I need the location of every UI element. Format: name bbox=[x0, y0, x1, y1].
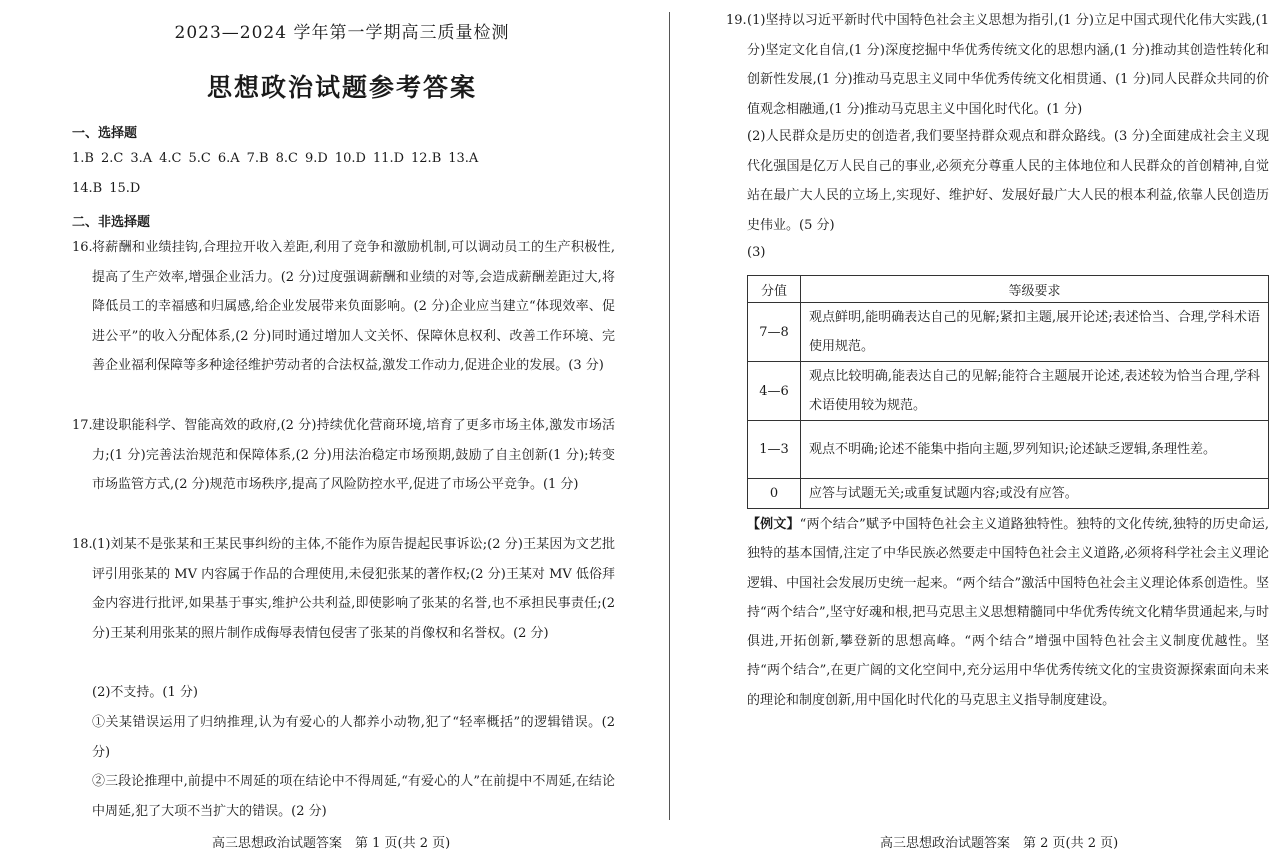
q19-part2: (2)人民群众是历史的创造者,我们要坚持群众观点和群众路线。(3 分)全面建成社会主义现代化强国是亿万人民自己的事业,必须充分尊重人民的主体地位和人民群众的首创精神,自觉站在最广大人民的立场上,实现好、维护好、发展好最广大人民的根本利益,依靠人民创造历史伟业。(5 分) bbox=[747, 129, 1269, 233]
section-heading-nonchoice: 二、非选择题 bbox=[72, 215, 151, 230]
q16-answer: 将薪酬和业绩挂钩,合理拉开收入差距,利用了竞争和激励机制,可以调动员工的生产积极性,提高了生产效率,增强企业活力。(2 分)过度强调薪酬和业绩的对等,会造成薪酬差距过大,将降低员工的幸福感和归属感,给企业发展带来负面影响。(2 分)企业应当建立“体现效率、促进公平”的收入分配体系,(2 分)同时通过增加人文关怀、保障休息权利、改善工作环境、完善企业福利保障等多种途径维护劳动者的合法权益,激发工作动力,促进企业的发展。(3 分) bbox=[92, 240, 615, 373]
q18-number: 18. bbox=[72, 537, 93, 552]
choice-answer: 8.C bbox=[275, 151, 298, 166]
page-divider bbox=[669, 12, 670, 820]
q17-answer: 建设职能科学、智能高效的政府,(2 分)持续优化营商环境,培育了更多市场主体,激发市场活力;(1 分)完善法治规范和保障体系,(2 分)用法治稳定市场预期,鼓励了自主创新(1 分);转变市场监管方式,(2 分)规范市场秩序,提高了风险防控水平,促进了市场公平竞争。(1 分) bbox=[92, 418, 615, 492]
q18-part1: (1)刘某不是张某和王某民事纠纷的主体,不能作为原告提起民事诉讼;(2 分)王某因为文艺批评引用张某的 MV 内容属于作品的合理使用,未侵犯张某的著作权;(2 分)王某对 MV 低俗拜金内容进行批评,如果基于事实,维护公共利益,即使影响了张某的名誉,也不承担民事责任;(2 分)王某利用张某的照片制作成侮辱表情包侵害了张某的肖像权和名誉权。(2 分) bbox=[92, 537, 615, 641]
choice-answer: 7.B bbox=[246, 151, 269, 166]
example-essay bbox=[747, 510, 1269, 715]
q17-number: 17. bbox=[72, 418, 93, 433]
table-row bbox=[748, 479, 1269, 509]
choice-answer: 5.C bbox=[188, 151, 211, 166]
q18-part2: (2)不支持。(1 分) bbox=[92, 685, 198, 700]
choice-answers-row-2 bbox=[72, 181, 147, 196]
section-heading-choice: 一、选择题 bbox=[72, 126, 138, 141]
choice-answer: 11.D bbox=[372, 151, 405, 166]
choice-answer: 12.B bbox=[411, 151, 442, 166]
q19-part1: (1)坚持以习近平新时代中国特色社会主义思想为指引,(1 分)立足中国式现代化伟大实践,(1 分)坚定文化自信,(1 分)深度挖掘中华优秀传统文化的思想内涵,(1 分)推动其创造性转化和创新性发展,(1 分)推动马克思主义同中华优秀传统文化相贯通、(1 分)同人民群众共同的价值观念相融通,(1 分)推动马克思主义中国化时代化。(1 分) bbox=[747, 13, 1269, 117]
choice-answer: 15.D bbox=[109, 181, 141, 196]
row-requirement: 观点比较明确,能表达自己的见解;能符合主题展开论述,表述较为恰当合理,学科术语使用较为规范。 bbox=[801, 362, 1269, 421]
row-score: 0 bbox=[748, 479, 801, 509]
example-text: “两个结合”赋予中国特色社会主义道路独特性。独特的文化传统,独特的历史命运,独特的基本国情,注定了中华民族必然要走中国特色社会主义道路,必须将科学社会主义理论逻辑、中国社会发展历史统一起来。“两个结合”激活中国特色社会主义理论体系创造性。坚持“两个结合”,坚守好魂和根,把马克思主义思想精髓同中华优秀传统文化精华贯通起来,与时俱进,开拓创新,攀登新的思想高峰。“两个结合”增强中国特色社会主义制度优越性。坚持“两个结合”,在更广阔的文化空间中,充分运用中华优秀传统文化的宝贵资源探索面向未来的理论和制度创新,用中国化时代化的马克思主义指导制度建设。 bbox=[747, 517, 1269, 708]
footer-page-2: 高三思想政治试题答案 第 2 页(共 2 页) bbox=[880, 836, 1119, 851]
row-score: 4—6 bbox=[748, 362, 801, 421]
q16-number: 16. bbox=[72, 240, 93, 255]
grading-table bbox=[747, 275, 1269, 509]
choice-answer: 4.C bbox=[159, 151, 182, 166]
grading-table-header bbox=[748, 276, 1269, 303]
q19-part3: (3) bbox=[747, 245, 766, 260]
row-requirement: 观点鲜明,能明确表达自己的见解;紧扣主题,展开论述;表述恰当、合理,学科术语使用规范。 bbox=[801, 303, 1269, 362]
choice-answer: 2.C bbox=[100, 151, 124, 166]
choice-answer: 13.A bbox=[448, 151, 479, 166]
q18-part2-point1: ①关某错误运用了归纳推理,认为有爱心的人都养小动物,犯了“轻率概括”的逻辑错误。(2 分) bbox=[92, 715, 615, 760]
table-row bbox=[748, 421, 1269, 479]
header-requirement: 等级要求 bbox=[801, 276, 1269, 303]
document-title: 思想政治试题参考答案 bbox=[206, 73, 477, 102]
table-row bbox=[748, 362, 1269, 421]
choice-answer: 9.D bbox=[304, 151, 328, 166]
choice-answer: 3.A bbox=[130, 151, 153, 166]
row-requirement: 观点不明确;论述不能集中指向主题,罗列知识;论述缺乏逻辑,条理性差。 bbox=[801, 421, 1269, 479]
header-score: 分值 bbox=[748, 276, 801, 303]
row-requirement: 应答与试题无关;或重复试题内容;或没有应答。 bbox=[801, 479, 1269, 509]
choice-answers-row-1 bbox=[72, 151, 485, 166]
q18-part2-point2: ②三段论推理中,前提中不周延的项在结论中不得周延,“有爱心的人”在前提中不周延,在结论中周延,犯了大项不当扩大的错误。(2 分) bbox=[92, 774, 615, 819]
exam-title: 2023—2024 学年第一学期高三质量检测 bbox=[174, 23, 510, 43]
row-score: 1—3 bbox=[748, 421, 801, 479]
choice-answer: 1.B bbox=[72, 151, 94, 166]
choice-answer: 10.D bbox=[334, 151, 366, 166]
example-label: 【例文】 bbox=[747, 517, 800, 532]
choice-answer: 6.A bbox=[217, 151, 240, 166]
row-score: 7—8 bbox=[748, 303, 801, 362]
footer-page-1: 高三思想政治试题答案 第 1 页(共 2 页) bbox=[212, 836, 451, 851]
table-row bbox=[748, 303, 1269, 362]
choice-answer: 14.B bbox=[72, 181, 103, 196]
q19-number: 19. bbox=[726, 13, 747, 28]
